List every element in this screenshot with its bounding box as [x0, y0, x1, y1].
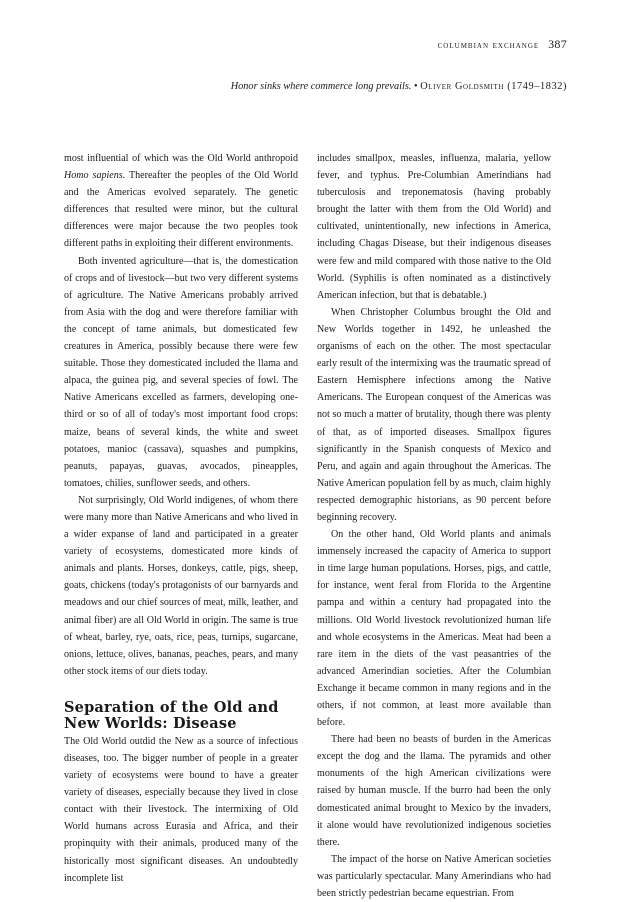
text-run: most influential of which was the Old World anthropoid [64, 153, 298, 164]
paragraph: Both invented agriculture—that is, the domestication of crops and of livestock—but two very different systems of agriculture. The Native Americans probably arrived from Asia with the dog and were therefore familiar with the concept of tame animals, but domesticated few creatures in America, possibly because there were few suitable. Those they domesticated included the llama and alpaca, the guinea pig, and several species of fowl. The Native Americans excelled as farmers, developing one-third or so of all of today's most important food crops: maize, beans of several kinds, the white and sweet potatoes, manioc (cassava), squashes and pumpkins, peanuts, papayas, guavas, avocados, pineapples, tomatoes, chilies, sunflower seeds, and others. [64, 255, 298, 489]
paragraph: On the other hand, Old World plants and animals immensely increased the capacity of America to support in time large human populations. Horses, pigs, and cattle, for instance, went feral from Florida to the Argentine pampa and within a century had propagated into the millions. Old World livestock revolutionized human life and whole ecosystems in the Americas. Meat had been a rare item in the diets of the vast peasantries of the advanced Amerindian societies. After the Columbian Exchange it became common in many regions and in the others, if not common, at least more available than before. [317, 529, 551, 729]
species-name: Homo sapiens [64, 170, 123, 182]
paragraph: The Old World outdid the New as a source of infectious diseases, too. The bigger number of people in a greater variety of ecosystems were bound to have a greater variety of diseases, especially because they lived in close contact with their livestock. The intermixing of Old World humans across Eurasia and Africa, and their propinquity with their animals, produced many of the historically most significant diseases. An undoubtedly incomplete list [64, 735, 298, 884]
section-heading: Separation of the Old and New Worlds: Disease [64, 698, 279, 733]
epigraph-author: Oliver Goldsmith (1749–1832) [420, 81, 567, 92]
paragraph [64, 150, 298, 253]
left-column [64, 150, 298, 887]
paragraph: Not surprisingly, Old World indigenes, of whom there were many more than Native Americans and who lived in a wider expanse of land and participated in a greater variety of ecosystems, domesticated more kinds of animals and plants. Horses, donkeys, cattle, pigs, sheep, goats, chickens (today's protagonists of our barnyards and meadows and our chief sources of meat, milk, leather, and animal fiber) are all Old World in origin. The same is true of wheat, barley, rye, oats, rice, peas, turnips, sugarcane, onions, lettuce, olives, bananas, peaches, pears, and many other stock items of our diets today. [64, 494, 298, 677]
paragraph: The impact of the horse on Native American societies was particularly spectacular. Many Amerindians who had been strictly pedestrian became equestrian. From [317, 853, 551, 900]
epigraph [231, 81, 567, 92]
epigraph-quote: Honor sinks where commerce long prevails. [230, 81, 412, 92]
page-number: 387 [548, 37, 567, 51]
text-run: . Thereafter the peoples of the Old World and the Americas evolved separately. The genetic differences that resulted were minor, but the cultural differences were major because the two peoples took different paths in exploiting their different environments. [64, 170, 298, 250]
paragraph: There had been no beasts of burden in the Americas except the dog and the llama. The pyramids and other monuments of the high American civilizations were raised by human muscle. If the burro had been the only domesticated animal brought to Mexico by the invaders, it alone would have revolutionized indigenous societies there. [317, 734, 551, 848]
epigraph-bullet: • [414, 81, 418, 92]
paragraph: When Christopher Columbus brought the Old and New Worlds together in 1492, he unleashed the organisms of each on the other. The most spectacular early result of the intermixing was the traumatic spread of Eastern Hemisphere infections among the Native Americans. The European conquest of the Americas was not so much a matter of brutality, though there was plenty of that, as of imported diseases. Smallpox figures significantly in the Spanish conquests of Mexico and Peru, and again and again throughout the Americas. The Native American population fell by as much, claim highly respected demographic historians, as 90 percent before beginning recovery. [317, 306, 551, 523]
running-head [438, 37, 567, 52]
section-title: columbian exchange [437, 40, 540, 51]
right-column [317, 150, 551, 902]
paragraph: includes smallpox, measles, influenza, malaria, yellow fever, and typhus. Pre-Columbian Amerindians had tuberculosis and treponematosis (having probably brought the latter with them from the Old World) and cultivated, unintentionally, new infections in America, including Chagas Disease, but their indigenous diseases were few and mild compared with those native to the Old World. (Syphilis is often nominated as a distinctively American infection, but that is debatable.) [317, 153, 551, 301]
